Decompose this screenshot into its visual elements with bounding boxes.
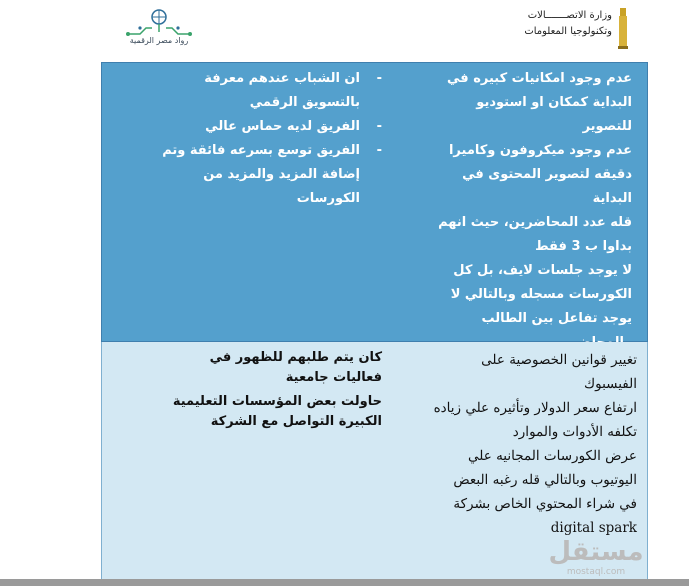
ministry-name-line2: وتكنولوجيا المعلومات xyxy=(524,26,612,37)
list-item xyxy=(162,67,382,115)
list-item xyxy=(162,139,382,211)
strengths-list xyxy=(162,67,382,211)
list-item: عدم وجود امكانيات كبيره في البداية كمكان او استوديو للتصوير xyxy=(447,71,632,134)
weaknesses-cell xyxy=(432,67,632,355)
analysis-table xyxy=(101,62,648,586)
list-item: عدم وجود ميكروفون وكاميرا دقيقه لتصوير المحتوى في البداية xyxy=(448,143,632,206)
opportunities-cell xyxy=(162,348,382,436)
threats-cell xyxy=(432,348,637,540)
page-header xyxy=(0,0,689,60)
list-item: عرض الكورسات المجانيه علي اليوتيوب وبالتالي قله رغبه البعض في شراء المحتوي الخاص بشركة digital spark xyxy=(453,448,637,536)
watermark-brand: مستقل xyxy=(548,537,644,567)
strengths-cell xyxy=(162,67,382,211)
watermark-domain: mostaql.com xyxy=(566,567,626,577)
dash-bullet: - xyxy=(376,71,382,86)
mostaql-watermark xyxy=(548,537,644,581)
ministry-name-line1: وزارة الاتصـــــــالات xyxy=(527,10,612,21)
list-item: حاولت بعض المؤسسات التعليمية الكبيرة التواصل مع الشركة xyxy=(172,394,382,429)
logo-caption: رواد مصر الرقمية xyxy=(129,36,189,45)
pharaonic-figure-icon xyxy=(616,6,630,50)
bottom-scrollbar[interactable] xyxy=(0,579,689,586)
list-item-text: الفريق توسع بسرعه فائقة وتم إضافة المزيد والمزيد من الكورسات xyxy=(162,143,360,206)
list-item: لا يوجد جلسات لايف، بل كل الكورسات مسجله وبالتالي لا يوجد تفاعل بين الطالب xyxy=(450,263,632,326)
list-item: تغيير قوانين الخصوصية على الفيسبوك xyxy=(481,352,637,392)
table-row xyxy=(101,62,648,342)
dash-bullet: - xyxy=(376,119,382,134)
list-item: قله عدد المحاضرين، حيث انهم بداوا ب 3 فقط xyxy=(438,215,632,254)
list-item: كان يتم طلبهم للظهور في فعاليات جامعية xyxy=(209,350,382,385)
list-item xyxy=(162,115,382,139)
dash-bullet: - xyxy=(376,143,382,158)
ministry-logo xyxy=(520,6,632,50)
rowad-masr-logo xyxy=(120,8,198,50)
list-item-text: الفريق لديه حماس عالي xyxy=(205,119,360,134)
list-item-text: ان الشباب عندهم معرفة بالتسويق الرقمي xyxy=(204,71,360,110)
circuit-network-icon xyxy=(120,8,198,38)
list-item: ارتفاع سعر الدولار وتأثيره علي زياده تكلفه الأدوات والموارد xyxy=(433,400,637,440)
